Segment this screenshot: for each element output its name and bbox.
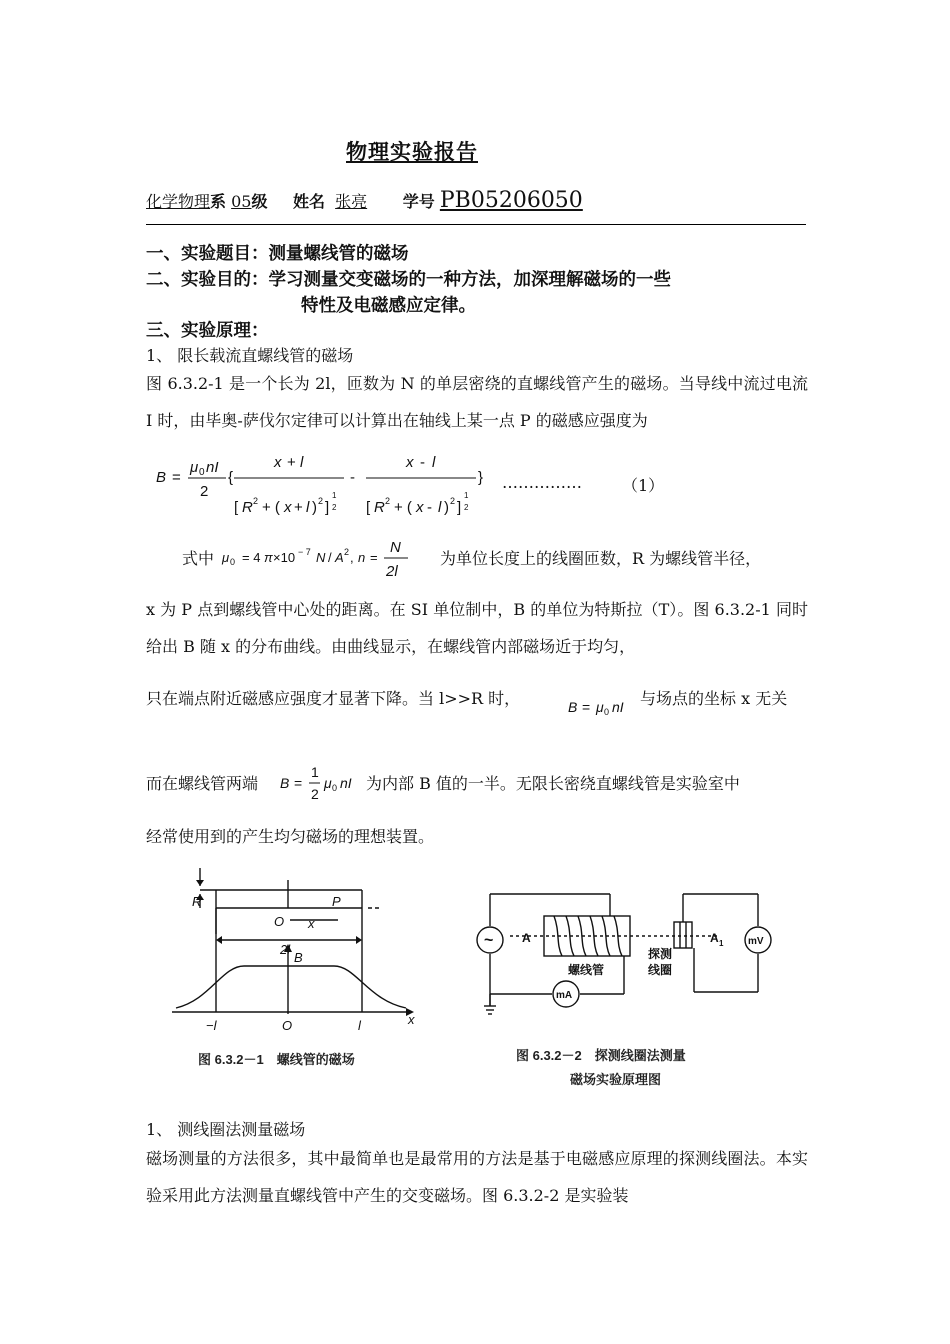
heading-principle: 三、实验原理： — [146, 321, 269, 341]
svg-text:-: - — [427, 499, 432, 516]
svg-text:μ: μ — [190, 459, 199, 476]
heading-topic: 一、实验题目：测量螺线管的磁场 — [146, 244, 409, 264]
svg-text:= 4: = 4 — [242, 550, 261, 565]
svg-text:0: 0 — [332, 783, 338, 793]
svg-text:B: B — [156, 469, 167, 486]
fig2-caption-2: 磁场实验原理图 — [570, 1072, 662, 1087]
svg-text:l: l — [306, 499, 310, 516]
figure1-graphic — [170, 862, 430, 1072]
fig1-label-neg-l: −l — [206, 1018, 217, 1033]
svg-text:nI: nI — [612, 699, 624, 715]
svg-text:-: - — [420, 454, 425, 471]
svg-text:2: 2 — [344, 547, 350, 557]
student-name: 张亮 — [335, 192, 368, 211]
svg-text:R: R — [242, 499, 253, 516]
section2-para: 磁场测量的方法很多，其中最简单也是最常用的方法是基于电磁感应原理的探测线圈法。本实验采用此方法测量直螺线管中产生的交变磁场。图 6.3.2-2 是实验装 — [146, 1149, 808, 1205]
svg-text:=: = — [370, 550, 378, 565]
svg-text:): ) — [444, 499, 449, 516]
fig1-label-O: O — [274, 914, 285, 929]
fig1-label-R: R — [192, 894, 202, 909]
line3-pre: 只在端点附近磁感应强度才显著下降。当 l>>R 时， — [146, 689, 521, 708]
fig2-ac-source-symbol: ~ — [484, 932, 494, 949]
svg-text:]: ] — [457, 499, 462, 516]
svg-text:2: 2 — [332, 503, 337, 512]
figure-probe-coil-circuit — [470, 884, 790, 1094]
svg-text:): ) — [312, 499, 317, 516]
section1-para1: 图 6.3.2-1 是一个长为 2l，匝数为 N 的单层密绕的直螺线管产生的磁场。当导线中流过电流 I 时，由毕奥-萨伐尔定律可以计算出在轴线上某一点 P 的磁感应强度为 — [146, 374, 808, 430]
svg-text:2: 2 — [318, 496, 324, 506]
heading-purpose-cont: 特性及电磁感应定律。 — [301, 296, 476, 316]
header-divider — [146, 224, 806, 225]
section2-title: 1、 测线圈法测量磁场 — [146, 1120, 306, 1139]
svg-text:N: N — [390, 539, 401, 556]
equation-number: （1） — [622, 476, 665, 495]
svg-text:x: x — [416, 499, 424, 516]
fig2-label-mV: mV — [748, 936, 764, 947]
svg-text:B: B — [280, 775, 290, 791]
fig2-label-probe-1: 探测 — [648, 947, 673, 961]
svg-text:B: B — [568, 699, 578, 715]
svg-text:{: { — [228, 469, 234, 486]
where-pre: 式中 — [182, 549, 215, 568]
fig1-label-x: x — [308, 916, 315, 931]
equation-b-half — [278, 760, 368, 804]
fig1-label-l: l — [358, 1018, 361, 1033]
line3-post: 与场点的坐标 x 无关 — [640, 689, 788, 708]
equation-mu0-n-graphic — [220, 536, 442, 582]
name-label: 姓名 — [292, 192, 325, 211]
dept: 化学物理 — [146, 192, 211, 211]
svg-text:[: [ — [366, 499, 371, 516]
svg-text:1: 1 — [311, 764, 319, 780]
svg-text:μ: μ — [222, 550, 230, 565]
svg-text:=: = — [582, 699, 591, 715]
svg-text:2: 2 — [311, 786, 319, 802]
svg-text:l: l — [300, 454, 304, 471]
section1-title: 1、 限长载流直螺线管的磁场 — [146, 346, 354, 365]
id-label: 学号 — [402, 192, 435, 211]
equation-b-half-graphic — [278, 760, 368, 804]
where-line — [182, 546, 214, 569]
svg-text:0: 0 — [199, 467, 205, 478]
fig2-label-A: A — [522, 931, 531, 945]
svg-text:− 7: − 7 — [298, 547, 311, 557]
svg-text:=: = — [172, 469, 181, 486]
svg-text:=: = — [294, 775, 303, 791]
page-title: 物理实验报告 — [346, 139, 478, 164]
grade: 05 — [231, 192, 252, 211]
fig2-label-probe-2: 线圈 — [648, 963, 673, 977]
svg-text:]: ] — [325, 499, 330, 516]
svg-text:+ (: + ( — [394, 499, 412, 516]
svg-text:×10: ×10 — [273, 550, 296, 565]
svg-text:2l: 2l — [386, 563, 398, 580]
svg-text:n: n — [358, 550, 366, 565]
svg-text:1: 1 — [464, 491, 469, 500]
svg-text:μ: μ — [324, 775, 332, 791]
svg-text:0: 0 — [230, 557, 236, 567]
svg-text:+ (: + ( — [262, 499, 280, 516]
svg-text:x: x — [406, 454, 414, 471]
svg-text:-: - — [350, 469, 355, 486]
svg-text:l: l — [438, 499, 442, 516]
svg-text:2: 2 — [200, 483, 209, 500]
equation-dots: …………… — [502, 473, 582, 492]
equation-mu0-n — [220, 536, 442, 582]
fig1-label-B: B — [294, 950, 303, 965]
svg-text:0: 0 — [604, 707, 610, 717]
svg-text:}: } — [478, 469, 484, 486]
svg-text:,: , — [350, 550, 354, 565]
svg-text:μ: μ — [596, 699, 604, 715]
dept-suffix: 系 — [210, 192, 227, 211]
fig2-label-mA: mA — [556, 990, 573, 1001]
svg-text:2: 2 — [385, 496, 391, 506]
fig1-label-P: P — [332, 894, 341, 909]
student-info — [146, 188, 583, 213]
svg-text:x: x — [284, 499, 292, 516]
svg-text:R: R — [374, 499, 385, 516]
svg-text:2: 2 — [464, 503, 469, 512]
equation-b-mu0nI-graphic — [566, 690, 638, 720]
where-post: 为单位长度上的线圈匝数，R 为螺线管半径， — [440, 549, 762, 568]
svg-text:+: + — [287, 454, 296, 471]
svg-text:π: π — [264, 550, 273, 565]
svg-text:x: x — [274, 454, 282, 471]
fig2-label-A1-sub: 1 — [719, 939, 724, 948]
fig1-caption: 图 6.3.2－1 螺线管的磁场 — [198, 1052, 355, 1067]
fig2-label-solenoid: 螺线管 — [568, 963, 605, 977]
svg-text:2: 2 — [450, 496, 456, 506]
svg-text:A: A — [335, 550, 344, 565]
svg-text:/: / — [328, 550, 332, 565]
figure2-graphic — [470, 884, 790, 1094]
svg-text:[: [ — [234, 499, 239, 516]
svg-text:N: N — [316, 550, 326, 565]
fig2-caption-1: 图 6.3.2－2 探测线圈法测量 — [516, 1048, 686, 1063]
svg-text:nI: nI — [206, 459, 219, 476]
heading-purpose: 二、实验目的：学习测量交变磁场的一种方法，加深理解磁场的一些 — [146, 270, 671, 290]
line4-post: 为内部 B 值的一半。无限长密绕直螺线管是实验室中 — [366, 774, 740, 793]
svg-text:2: 2 — [253, 496, 259, 506]
line5: 经常使用到的产生均匀磁场的理想装置。 — [146, 827, 435, 846]
svg-text:+: + — [294, 499, 303, 516]
fig1-label-origin: O — [282, 1018, 293, 1033]
fig2-label-A1: A — [710, 931, 719, 945]
student-id: PB05206050 — [439, 188, 583, 213]
figure-solenoid-field — [170, 862, 430, 1072]
fig1-label-2l: 2l — [280, 942, 291, 957]
svg-text:l: l — [432, 454, 436, 471]
fig1-label-x-axis: x — [408, 1012, 415, 1027]
grade-suffix: 级 — [251, 192, 268, 211]
svg-text:nI: nI — [340, 775, 352, 791]
line4-pre: 而在螺线管两端 — [146, 774, 259, 793]
equation-b-mu0nI — [566, 690, 638, 720]
svg-text:1: 1 — [332, 491, 337, 500]
section1-para2: x 为 P 点到螺线管中心处的距离。在 SI 单位制中，B 的单位为特斯拉（T）。图 6.3.2-1 同时给出 B 随 x 的分布曲线。由曲线显示，在螺线管内部磁场近于均匀， — [146, 600, 808, 656]
